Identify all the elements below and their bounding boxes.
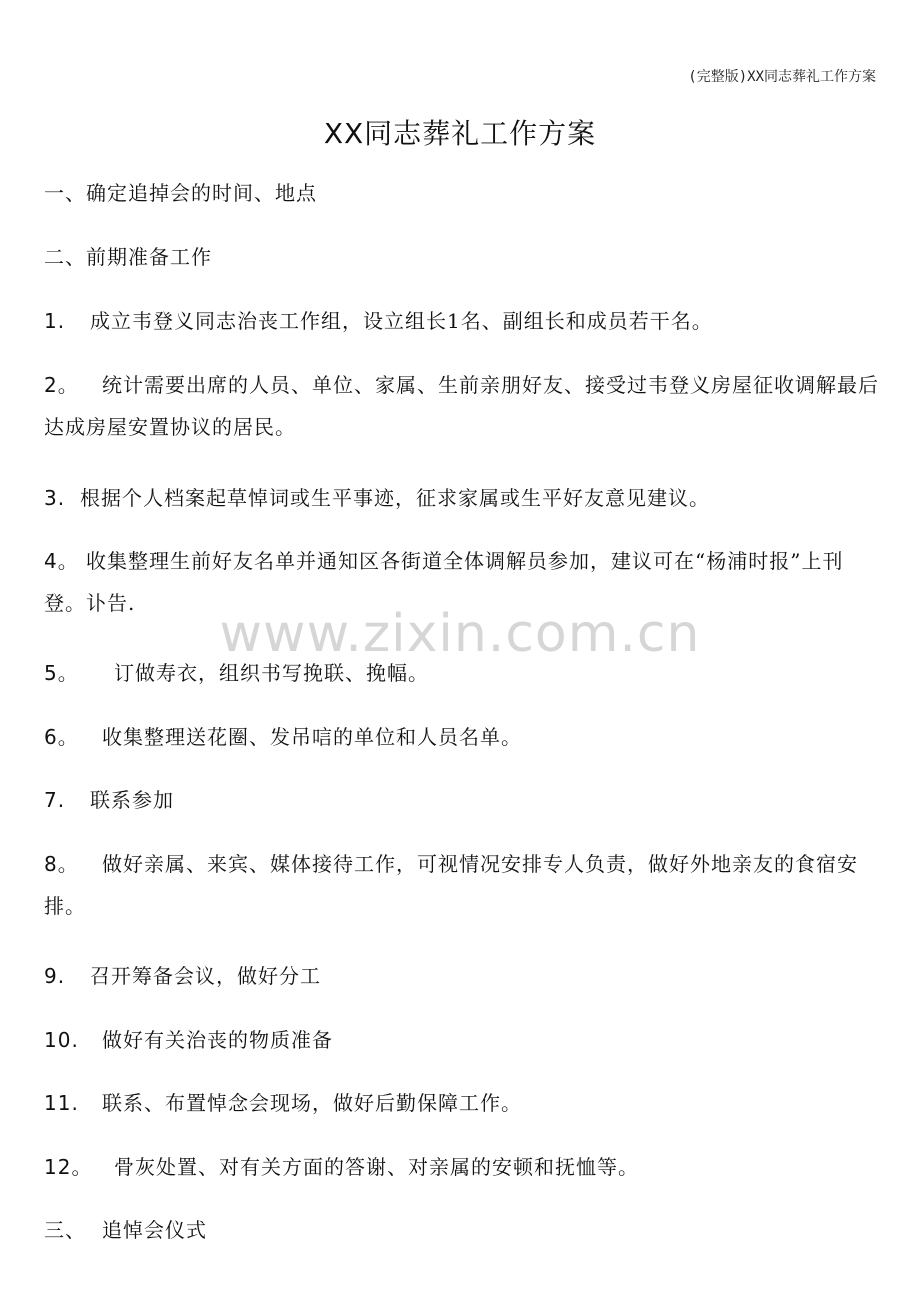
item-text: 联系参加 [90, 788, 174, 812]
list-item [44, 652, 880, 694]
section-heading-1: 一、确定追掉会的时间、地点 [44, 181, 317, 205]
item-number: 11. [44, 1091, 79, 1115]
list-item [44, 779, 880, 821]
section-heading-3 [44, 1209, 880, 1251]
page-header: (完整版)XX同志葬礼工作方案 [688, 69, 876, 85]
section-number: 三、 [44, 1218, 86, 1242]
item-number: 3. [44, 486, 66, 510]
item-number: 10. [44, 1028, 79, 1052]
item-number: 1. [44, 309, 66, 333]
section-text: 追悼会仪式 [102, 1218, 207, 1242]
item-text: 召开筹备会议，做好分工 [90, 964, 321, 988]
item-text: 收集整理生前好友名单并通知区各街道全体调解员参加，建议可在“杨浦时报”上刊登。讣告. [44, 549, 844, 615]
item-number: 4。 [44, 549, 79, 573]
document-title: XX同志葬礼工作方案 [323, 117, 597, 150]
list-item [44, 716, 880, 758]
list-item [44, 300, 880, 342]
item-number: 5。 [44, 661, 79, 685]
item-text: 做好亲属、来宾、媒体接待工作，可视情况安排专人负责，做好外地亲友的食宿安排。 [44, 852, 858, 918]
item-number: 12。 [44, 1155, 93, 1179]
item-number: 2。 [44, 373, 79, 397]
watermark: www.zixin.com.cn [219, 604, 701, 664]
list-item [44, 1146, 880, 1188]
section-heading-2: 二、前期准备工作 [44, 245, 212, 269]
list-item [44, 843, 880, 927]
list-item [44, 540, 880, 624]
item-text: 骨灰处置、对有关方面的答谢、对亲属的安顿和抚恤等。 [114, 1155, 639, 1179]
item-text: 收集整理送花圈、发吊唁的单位和人员名单。 [102, 725, 522, 749]
list-item [44, 477, 880, 519]
list-item [44, 1019, 880, 1061]
item-number: 7. [44, 788, 66, 812]
item-number: 6。 [44, 725, 79, 749]
item-text: 成立韦登义同志治丧工作组，设立组长1名、副组长和成员若干名。 [90, 309, 713, 333]
list-item [44, 955, 880, 997]
item-number: 8。 [44, 852, 79, 876]
item-text: 联系、布置悼念会现场，做好后勤保障工作。 [102, 1091, 522, 1115]
list-item [44, 1082, 880, 1124]
item-text: 根据个人档案起草悼词或生平事迹，征求家属或生平好友意见建议。 [80, 486, 710, 510]
item-text: 订做寿衣，组织书写挽联、挽幅。 [114, 661, 429, 685]
item-number: 9. [44, 964, 66, 988]
list-item [44, 364, 880, 448]
item-text: 统计需要出席的人员、单位、家属、生前亲朋好友、接受过韦登义房屋征收调解最后达成房屋安置协议的居民。 [44, 373, 879, 439]
item-text: 做好有关治丧的物质准备 [102, 1028, 333, 1052]
